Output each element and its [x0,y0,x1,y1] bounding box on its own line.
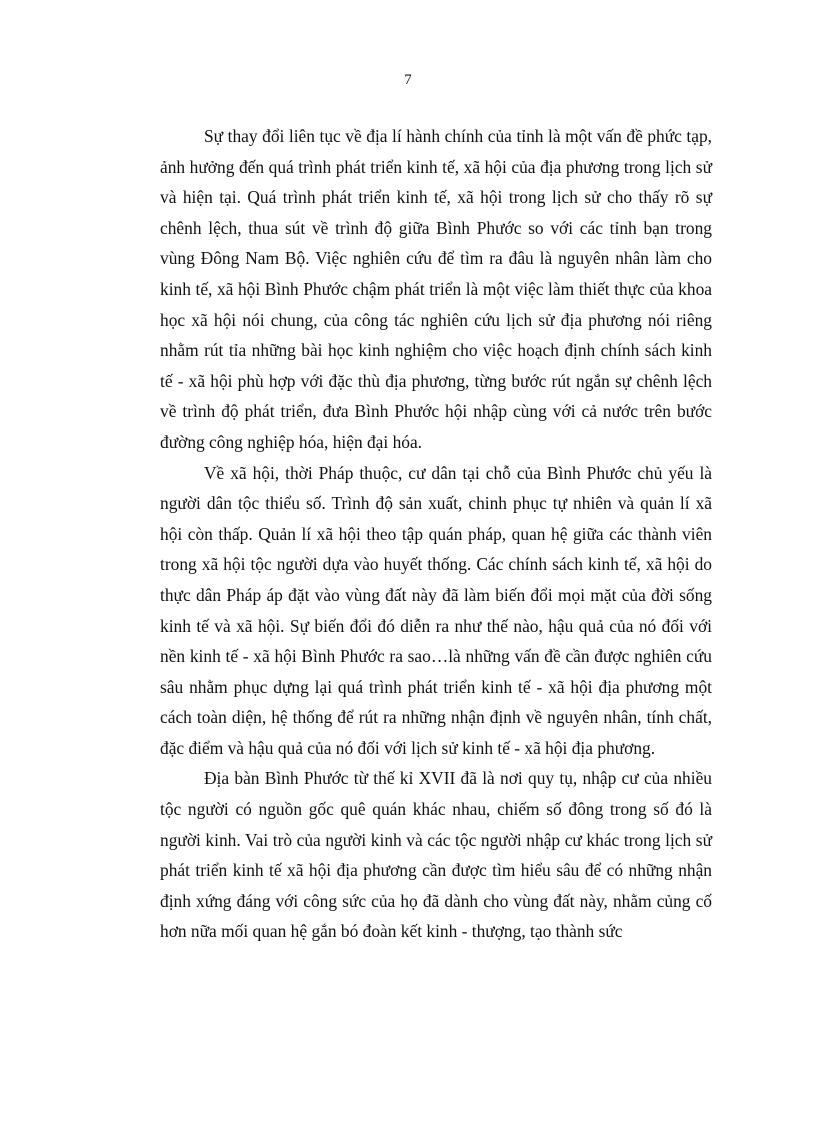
page-number: 7 [404,72,412,88]
paragraph-3: Địa bàn Bình Phước từ thế kỉ XVII đã là nơi quy tụ, nhập cư của nhiều tộc người có nguồn gốc quê quán khác nhau, chiếm số đông trong số đó là người kinh. Vai trò của người kinh và các tộc người nhập cư khác trong lịch sử phát triển kinh tế xã hội địa phương cần được tìm hiểu sâu để có những nhận định xứng đáng với công sức của họ đã dành cho vùng đất này, nhằm củng cố hơn nữa mối quan hệ gắn bó đoàn kết kinh - thượng, tạo thành sức [160,768,712,942]
paragraph-1: Sự thay đổi liên tục về địa lí hành chính của tỉnh là một vấn đề phức tạp, ảnh hưởng đến quá trình phát triển kinh tế, xã hội của địa phương trong lịch sử và hiện tại. Quá trình phát triển kinh tế, xã hội trong lịch sử cho thấy rõ sự chênh lệch, thua sút về trình độ giữa Bình Phước so với các tỉnh bạn trong vùng Đông Nam Bộ. Việc nghiên cứu để tìm ra đâu là nguyên nhân làm cho kinh tế, xã hội Bình Phước chậm phát triển là một việc làm thiết thực của khoa học xã hội nói chung, của công tác nghiên cứu lịch sử địa phương nói riêng nhằm rút tỉa những bài học kinh nghiệm cho việc hoạch định chính sách kinh tế - xã hội phù hợp với đặc thù địa phương, từng bước rút ngắn sự chênh lệch về trình độ phát triển, đưa Bình Phước hội nhập cùng với cả nước trên bước đường công nghiệp hóa, hiện đại hóa. [160,126,712,452]
paragraph-2: Về xã hội, thời Pháp thuộc, cư dân tại chỗ của Bình Phước chủ yếu là người dân tộc thiểu số. Trình độ sản xuất, chinh phục tự nhiên và quản lí xã hội còn thấp. Quản lí xã hội theo tập quán pháp, quan hệ giữa các thành viên trong xã hội tộc người dựa vào huyết thống. Các chính sách kinh tế, xã hội do thực dân Pháp áp đặt vào vùng đất này đã làm biến đổi mọi mặt của đời sống kinh tế và xã hội. Sự biến đổi đó diễn ra như thế nào, hậu quả của nó đối với nền kinh tế - xã hội Bình Phước ra sao…là những vấn đề cần được nghiên cứu sâu nhằm phục dựng lại quá trình phát triển kinh tế - xã hội địa phương một cách toàn diện, hệ thống để rút ra những nhận định về nguyên nhân, tính chất, đặc điểm và hậu quả của nó đối với lịch sử kinh tế - xã hội địa phương. [160,462,712,758]
body-text [160,121,712,947]
